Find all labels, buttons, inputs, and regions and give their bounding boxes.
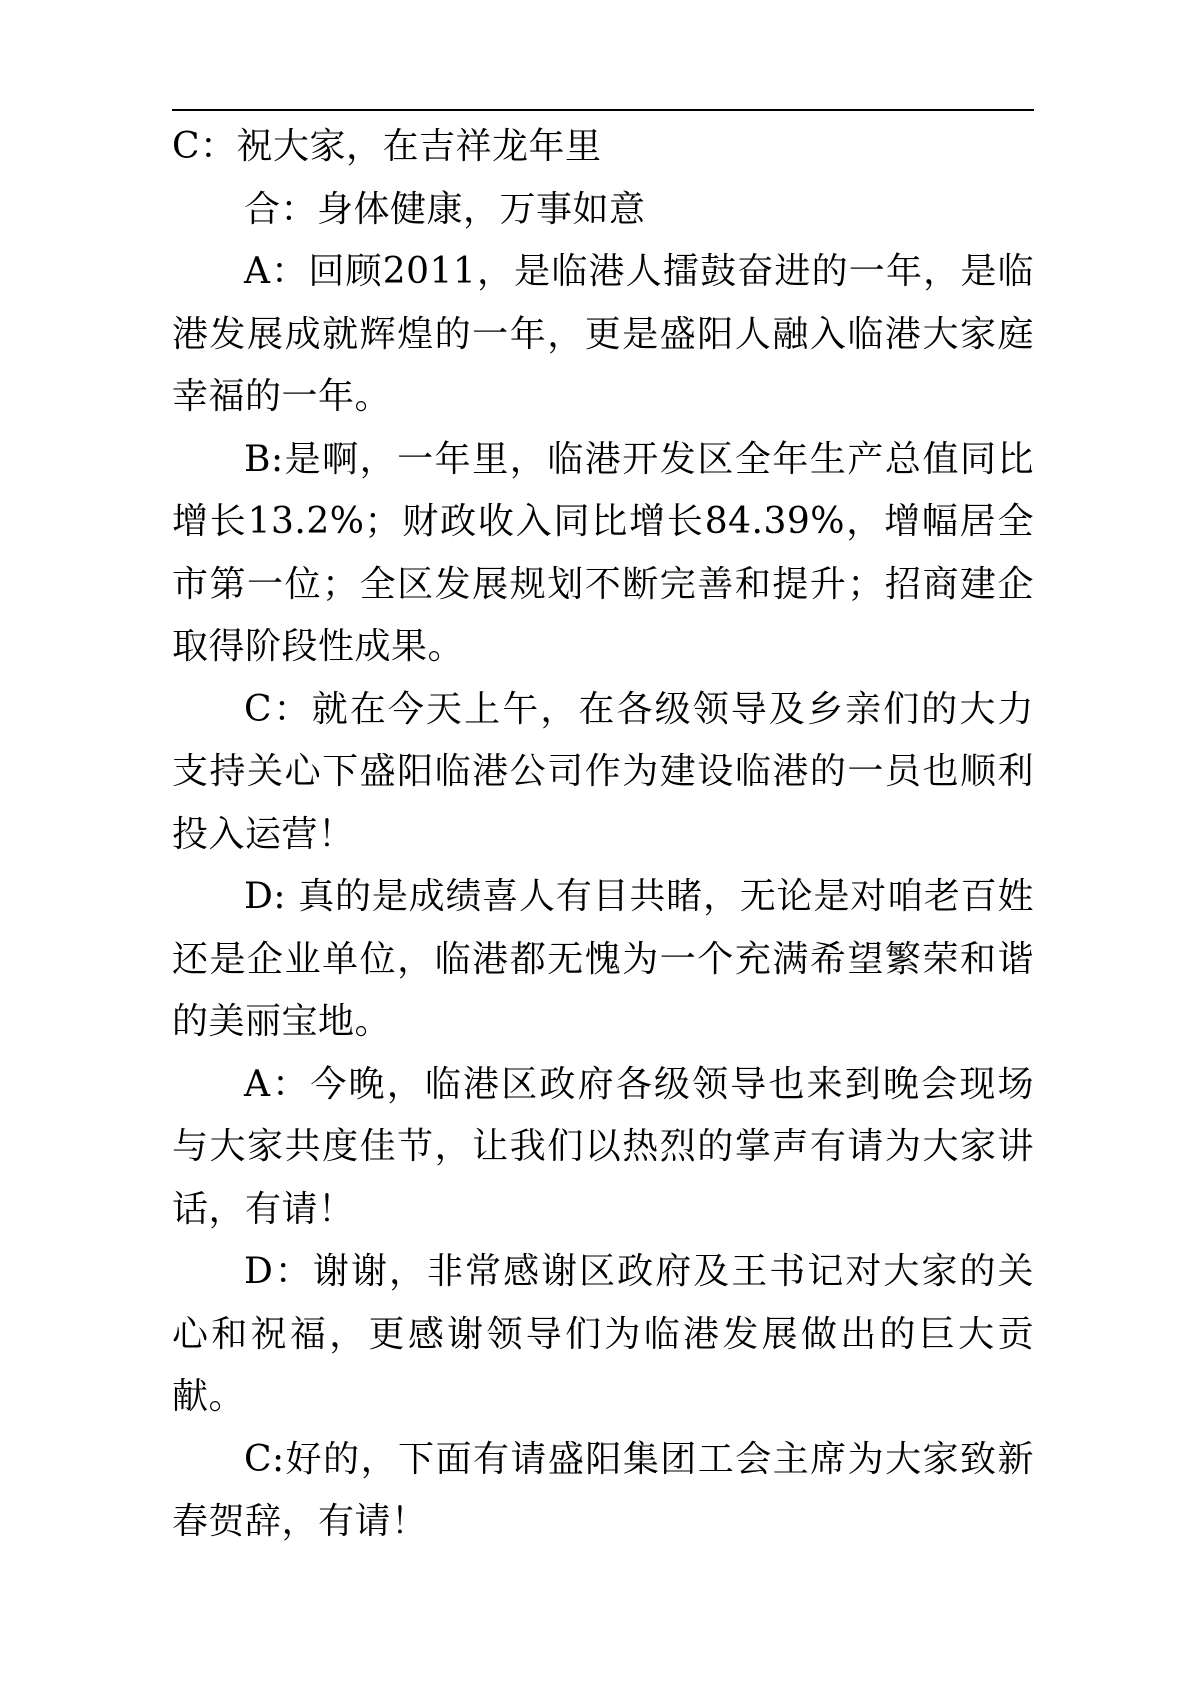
script-text-block xyxy=(172,116,1034,1554)
paragraph: C:好的，下面有请盛阳集团工会主席为大家致新春贺辞，有请！ xyxy=(172,1438,1034,1542)
paragraph: D: 真的是成绩喜人有目共睹，无论是对咱老百姓还是企业单位，临港都无愧为一个充满希望繁荣和谐的美丽宝地。 xyxy=(172,876,1034,1042)
paragraph: B:是啊，一年里，临港开发区全年生产总值同比增长13.2%；财政收入同比增长84.39%，增幅居全市第一位；全区发展规划不断完善和提升；招商建企取得阶段性成果。 xyxy=(172,438,1034,667)
header-rule xyxy=(172,109,1034,111)
paragraph: 合：身体健康，万事如意 xyxy=(244,188,646,230)
paragraph: A：回顾2011，是临港人擂鼓奋进的一年，是临港发展成就辉煌的一年，更是盛阳人融入临港大家庭幸福的一年。 xyxy=(172,251,1034,417)
paragraph: C：祝大家，在吉祥龙年里 xyxy=(172,126,602,167)
paragraph: D：谢谢，非常感谢区政府及王书记对大家的关心和祝福，更感谢领导们为临港发展做出的巨大贡献。 xyxy=(172,1251,1034,1417)
paragraph: C：就在今天上午，在各级领导及乡亲们的大力支持关心下盛阳临港公司作为建设临港的一员也顺利投入运营！ xyxy=(172,688,1034,855)
paragraph: A：今晚，临港区政府各级领导也来到晚会现场与大家共度佳节，让我们以热烈的掌声有请为大家讲话，有请！ xyxy=(172,1063,1034,1230)
